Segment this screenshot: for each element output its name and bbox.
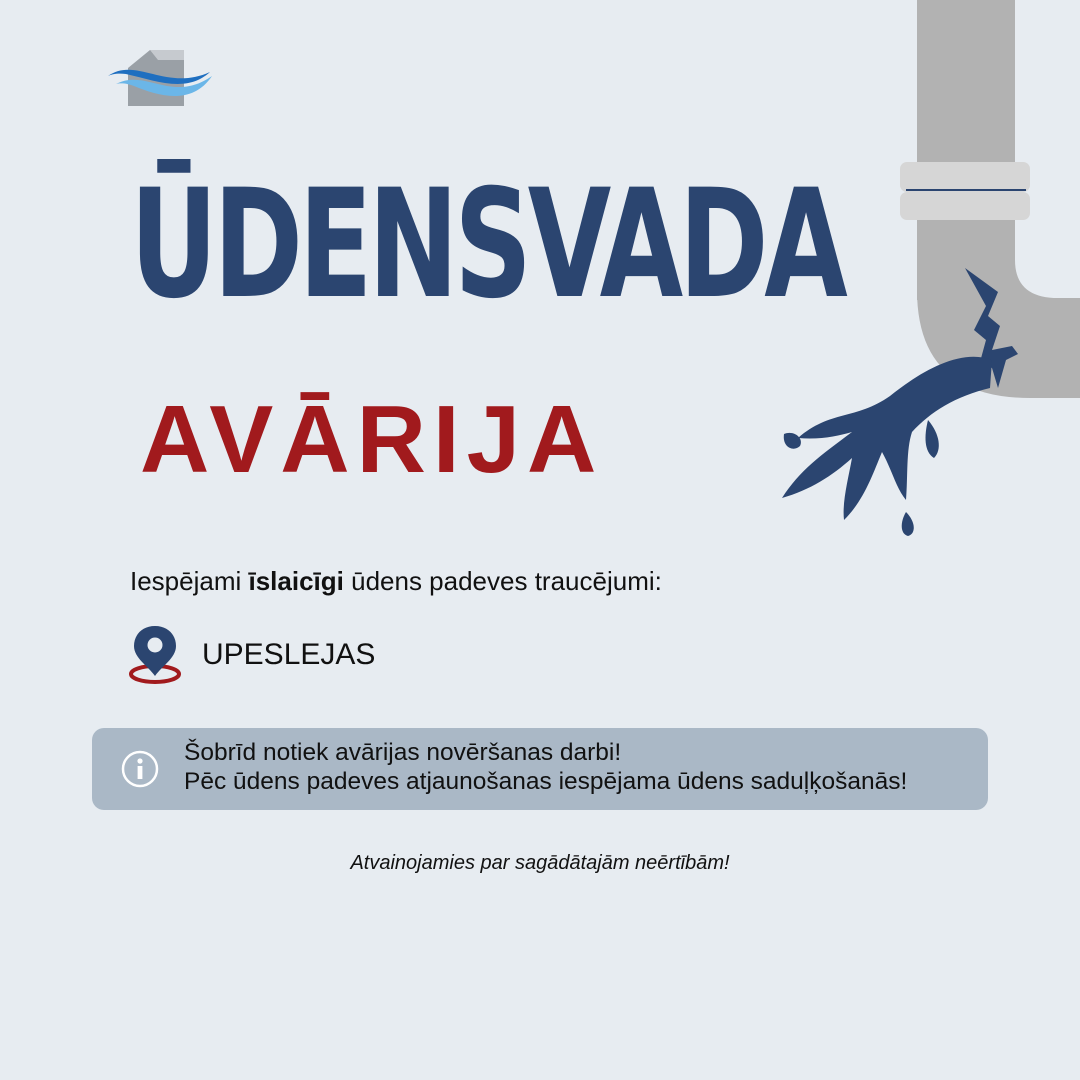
map-pin-icon [128,624,184,686]
info-box [92,728,988,810]
title-sub: AVĀRIJA [140,386,604,493]
notice-text-after: ūdens padeves traucējumi: [343,566,662,596]
title-main: ŪDENSVADA [130,158,844,332]
info-icon [120,749,160,789]
info-text [184,738,907,796]
notice-text-bold: īslaicīgi [248,566,344,596]
disruption-notice [130,566,662,597]
notice-text-before: Iespējami [130,566,249,596]
location-name: UPESLEJAS [202,638,376,671]
company-logo [106,46,214,110]
house-wave-logo-icon [106,46,214,110]
apology-footer: Atvainojamies par sagādātajām neērtībām! [350,852,730,874]
info-line-2: Pēc ūdens padeves atjaunošanas iespējama ūdens saduļķošanās! [184,768,908,795]
info-line-1: Šobrīd notiek avārijas novēršanas darbi! [184,739,622,766]
